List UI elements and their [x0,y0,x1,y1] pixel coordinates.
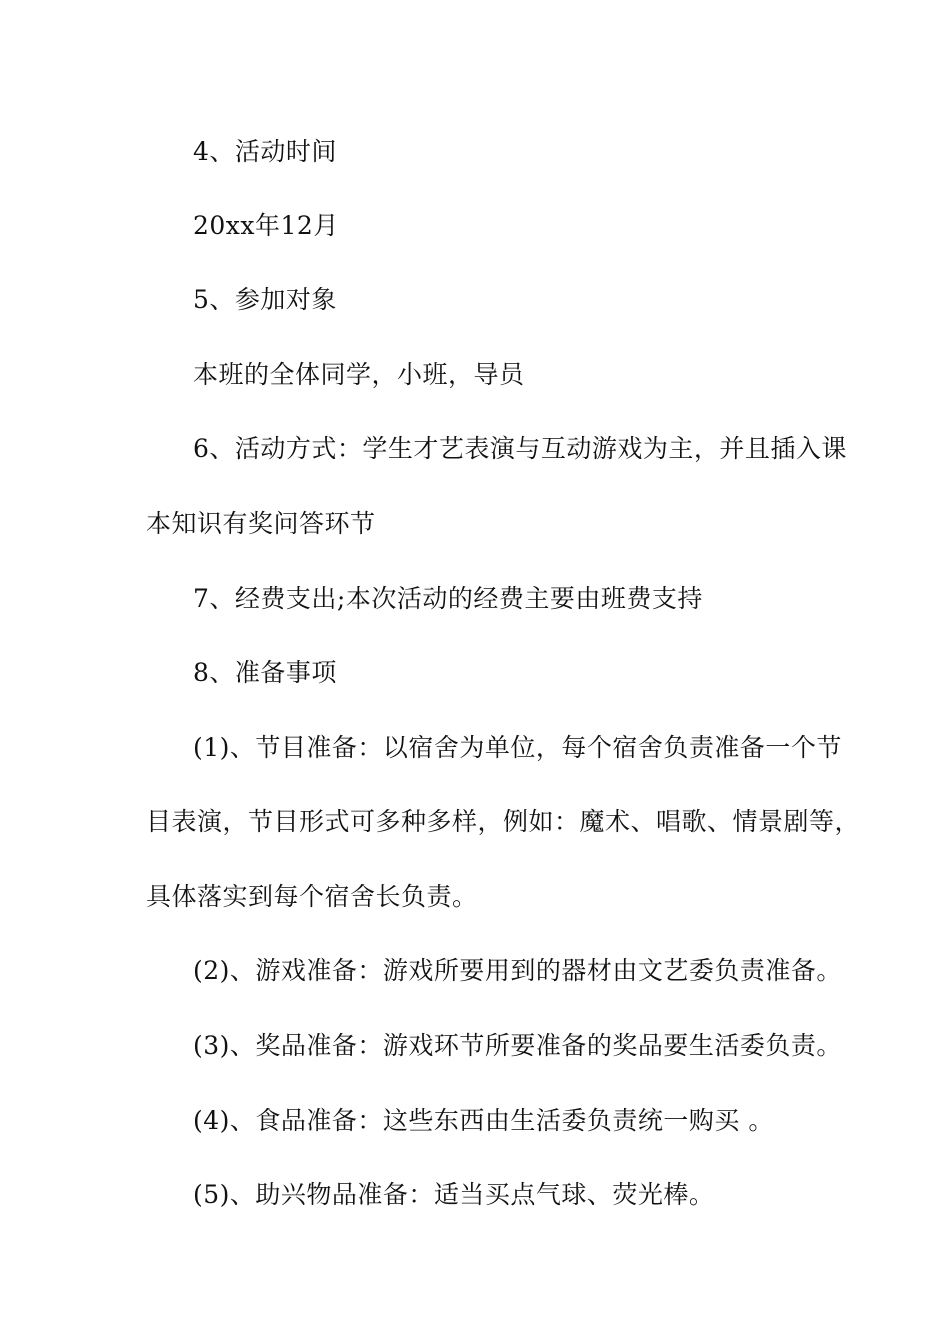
food-prep-paragraph: (4)、食品准备：这些东西由生活委负责统一购买 。 [193,1106,774,1135]
section-heading-activity-time: 4、活动时间 [193,137,337,166]
section-heading-participants: 5、参加对象 [193,285,337,314]
section-heading-preparations: 8、准备事项 [193,658,337,687]
participants-value: 本班的全体同学，小班，导员 [193,360,525,389]
game-prep-paragraph: (2)、游戏准备：游戏所要用到的器材由文艺委负责准备。 [193,956,842,985]
program-prep-paragraph-line-1: (1)、节目准备：以宿舍为单位，每个宿舍负责准备一个节 [193,733,842,762]
activity-time-value: 20xx年12月 [193,211,339,240]
program-prep-paragraph-line-3: 具体落实到每个宿舍长负责。 [146,882,478,911]
prize-prep-paragraph: (3)、奖品准备：游戏环节所要准备的奖品要生活委负责。 [193,1031,842,1060]
activity-method-paragraph-line-1: 6、活动方式：学生才艺表演与互动游戏为主，并且插入课 [193,434,847,463]
program-prep-paragraph-line-2: 目表演，节目形式可多种多样，例如：魔术、唱歌、情景剧等， [146,807,861,836]
supplies-prep-paragraph: (5)、助兴物品准备：适当买点气球、荧光棒。 [193,1180,715,1209]
activity-method-paragraph-line-2: 本知识有奖问答环节 [146,509,376,538]
budget-paragraph: 7、经费支出;本次活动的经费主要由班费支持 [193,584,703,613]
